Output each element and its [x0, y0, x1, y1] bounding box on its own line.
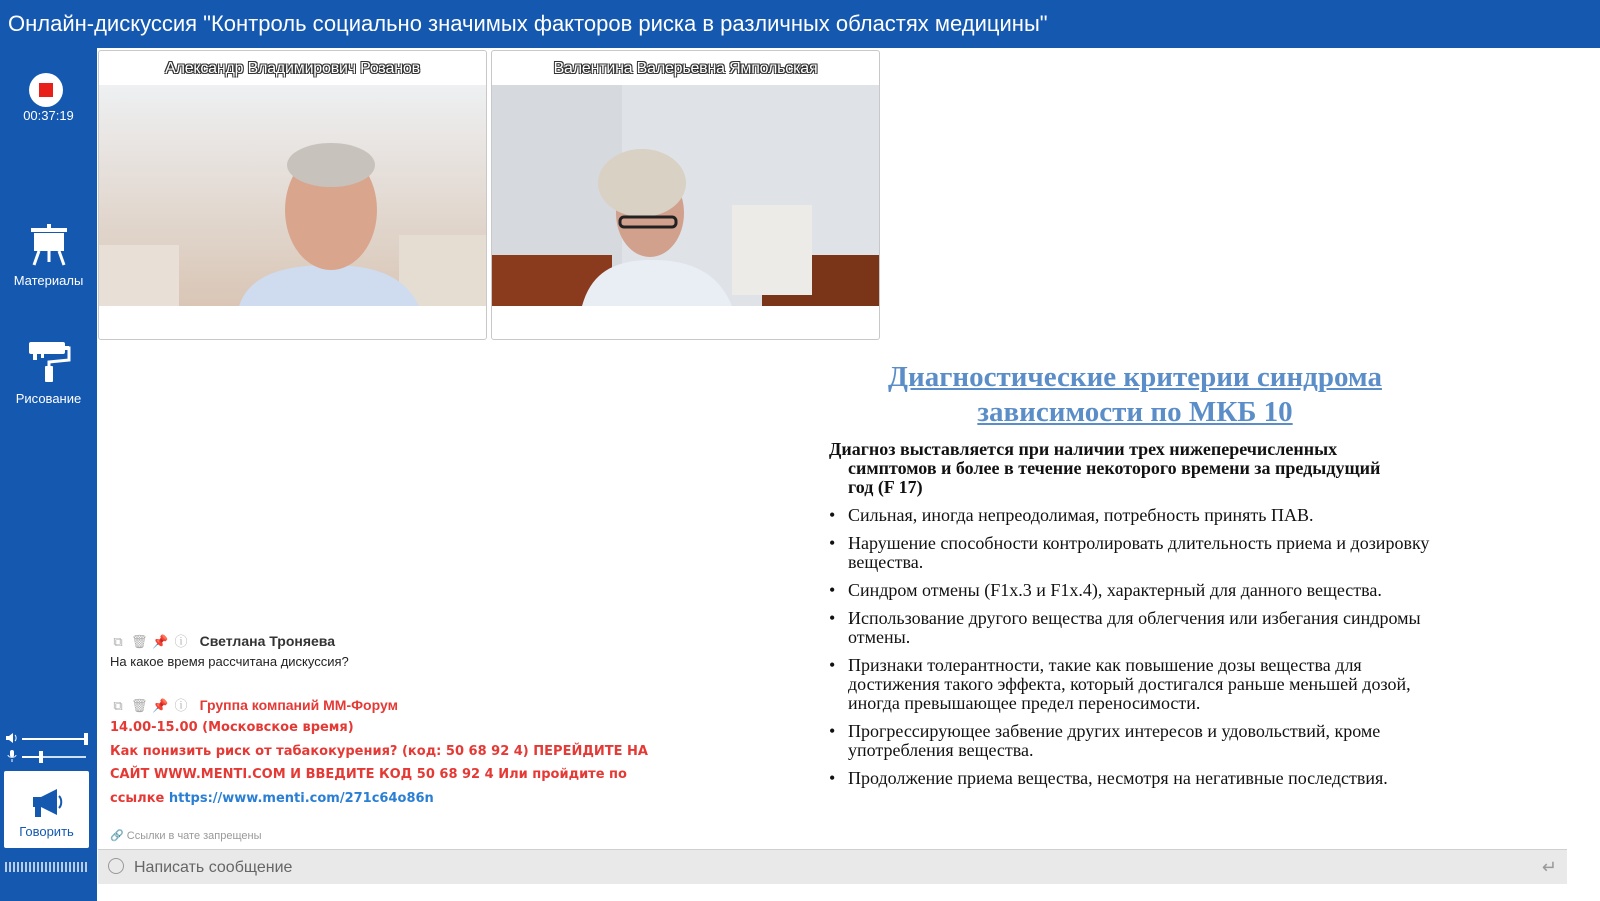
info-icon[interactable]: ⓘ: [174, 634, 188, 649]
audio-controls: [6, 730, 86, 766]
slide-bullet: • Продолжение приема вещества, несмотря на негативные последствия.: [829, 769, 1449, 788]
chat-panel: [110, 630, 670, 810]
speak-label: Говорить: [19, 824, 74, 839]
link-icon: 🔗: [110, 830, 127, 842]
slide-intro: [829, 440, 1449, 497]
copy-icon[interactable]: ⧉: [113, 698, 123, 713]
volume-slider[interactable]: [6, 730, 86, 748]
easel-icon: [29, 224, 69, 266]
copy-icon[interactable]: ⧉: [113, 634, 123, 649]
speaker-icon: [6, 732, 18, 744]
slide-title: [820, 360, 1450, 430]
video-tile-2[interactable]: [491, 50, 880, 340]
slide-bullet: • Признаки толерантности, такие как повышение дозы вещества для достижения такого эффекта, который достигался раньше меньшей дозой, иногда превышающее предел переносимости.: [829, 656, 1449, 713]
message-line: [110, 787, 670, 811]
links-forbidden-note: [110, 829, 262, 842]
header-bar: [0, 0, 1600, 48]
message-author: Светлана Троняева: [199, 633, 335, 649]
message-author: Группа компаний ММ-Форум: [199, 697, 398, 713]
slide-intro-line-1: Диагноз выставляется при наличии трех нижеперечисленных: [829, 439, 1338, 459]
window-title: Онлайн-дискуссия "Контроль социально значимых факторов риска в различных областях медицины": [8, 11, 1048, 36]
message-link[interactable]: https://www.menti.com/271c64o86n: [168, 790, 434, 806]
slide-intro-line-3: год (F 17): [848, 477, 923, 497]
pin-icon[interactable]: 📌: [152, 698, 169, 713]
message-line: 14.00-15.00 (Московское время): [110, 720, 354, 735]
message-text: На какое время рассчитана дискуссия?: [110, 654, 349, 669]
slide-title-line-1: Диагностические критерии синдрома: [888, 361, 1382, 393]
mic-knob[interactable]: [39, 751, 43, 763]
slide-bullet: • Прогрессирующее забвение других интересов и удовольствий, кроме употребления вещества.: [829, 722, 1449, 760]
video-tile-1[interactable]: [98, 50, 487, 340]
slide-bullet: • Использование другого вещества для облегчения или избегания синдромы отмены.: [829, 609, 1449, 647]
message-input-bar: [98, 849, 1567, 884]
video-feed: [99, 85, 486, 306]
participant-name: Александр Владимирович Розанов: [165, 60, 420, 77]
links-note-text: Ссылки в чате запрещены: [126, 830, 262, 842]
slide-title-line-2: зависимости по МКБ 10: [977, 396, 1293, 428]
message-text: [110, 716, 670, 810]
chat-message: [110, 694, 670, 810]
materials-label: Материалы: [13, 273, 84, 288]
slide-bullet: • Сильная, иногда непреодолимая, потребность принять ПАВ.: [829, 506, 1449, 525]
message-line: Как понизить риск от табакокурения? (код: 50 68 92 4) ПЕРЕЙДИТЕ НА: [110, 743, 648, 759]
trash-icon[interactable]: 🗑: [131, 698, 148, 713]
slide-intro-line-2: симптомов и более в течение некоторого времени за предыдущий: [848, 458, 1381, 478]
info-icon[interactable]: ⓘ: [174, 698, 188, 713]
participant-name: Валентина Валерьевна Ямпольская: [553, 60, 818, 77]
speak-button[interactable]: [4, 771, 89, 848]
send-icon[interactable]: ↵: [1541, 857, 1557, 877]
video-feed: [492, 85, 879, 306]
drawing-label: Рисование: [15, 391, 82, 406]
message-header: [110, 630, 670, 652]
slide-bullet: • Нарушение способности контролировать длительность приема и дозировку вещества.: [829, 534, 1449, 572]
materials-button[interactable]: [0, 224, 97, 288]
message-line-prefix: ссылке: [110, 790, 169, 806]
emoji-icon[interactable]: [108, 858, 124, 874]
volume-knob[interactable]: [84, 733, 88, 745]
drawing-button[interactable]: [0, 340, 97, 406]
recording-timer: 00:37:19: [23, 108, 74, 123]
microphone-icon: [6, 750, 18, 762]
sidebar: [0, 48, 97, 901]
trash-icon[interactable]: 🗑: [131, 634, 148, 649]
stop-icon: [39, 83, 53, 97]
message-header: [110, 694, 670, 716]
message-line: САЙТ WWW.MENTI.COM И ВВЕДИТЕ КОД 50 68 92 4 Или пройдите по: [110, 767, 627, 782]
audio-level-meter: [5, 862, 89, 872]
slide-bullets: [829, 506, 1449, 797]
chat-message: [110, 630, 670, 669]
mic-slider[interactable]: [6, 748, 86, 766]
megaphone-icon: [29, 787, 65, 819]
paint-roller-icon: [27, 340, 71, 384]
pin-icon[interactable]: 📌: [152, 634, 169, 649]
message-input[interactable]: [132, 854, 1516, 882]
record-stop-button[interactable]: [29, 73, 63, 107]
slide-bullet: • Синдром отмены (F1x.3 и F1x.4), характерный для данного вещества.: [829, 581, 1449, 600]
